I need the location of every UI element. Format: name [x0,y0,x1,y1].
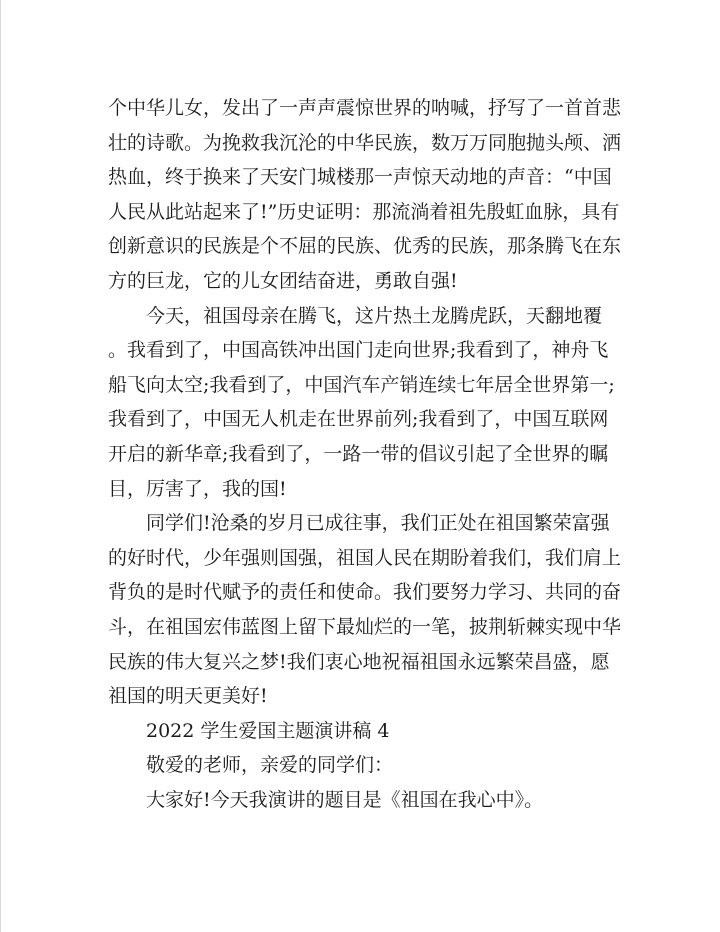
text-line: 开启的新华章;我看到了，一路一带的倡议引起了全世界的瞩 [108,442,609,465]
text-line: 人民从此站起来了!”历史证明：那流淌着祖先殷虹血脉，具有 [108,200,620,223]
page-edge [0,0,1,932]
paragraph-2 [108,299,648,507]
text-line: 创新意识的民族是个不屈的民族、优秀的民族，那条腾飞在东 [108,235,622,258]
text-line: 船飞向太空;我看到了，中国汽车产销连续七年居全世界第一; [108,373,615,396]
text-line: 的好时代，少年强则国强，祖国人民在期盼着我们，我们肩上 [108,546,622,569]
text-line: 祖国的明天更美好! [108,685,268,708]
salutation [108,748,648,783]
text-line: 热血，终于换来了天安门城楼那一声惊天动地的声音：“中国 [108,166,612,189]
text-line: 敬爱的老师，亲爱的同学们： [146,754,394,777]
section-heading [108,714,648,749]
text-line: 斗，在祖国宏伟蓝图上留下最灿烂的一笔，披荆斩棘实现中华 [108,615,622,638]
text-line: 民族的伟大复兴之梦!我们衷心地祝福祖国永远繁荣昌盛，愿 [108,650,610,673]
text-line: 个中华儿女，发出了一声声震惊世界的呐喊，抒写了一首首悲 [108,97,622,119]
text-line: 背负的是时代赋予的责任和使命。我们要努力学习、共同的奋 [108,581,622,604]
text-line: 我看到了，中国无人机走在世界前列;我看到了，中国互联网 [108,408,609,431]
text-line: 。我看到了，中国高铁冲出国门走向世界;我看到了，神舟飞 [108,339,609,362]
document-body [108,91,648,817]
paragraph-1 [108,91,648,299]
text-line: 今天，祖国母亲在腾飞，这片热土龙腾虎跃，天翻地覆 [146,304,603,327]
text-line: 壮的诗歌。为挽救我沉沦的中华民族，数万万同胞抛头颅、洒 [108,131,622,154]
text-line: 方的巨龙，它的儿女团结奋进，勇敢自强! [108,269,458,292]
text-line: 目，厉害了，我的国! [108,477,287,500]
text-line: 大家好!今天我演讲的题目是《祖国在我心中》。 [146,788,544,811]
paragraph-3 [108,506,648,714]
opening-line [108,783,648,818]
heading-line: 2022 学生爱国主题演讲稿 4 [146,719,390,742]
text-line: 同学们!沧桑的岁月已成往事，我们正处在祖国繁荣富强 [146,512,610,535]
